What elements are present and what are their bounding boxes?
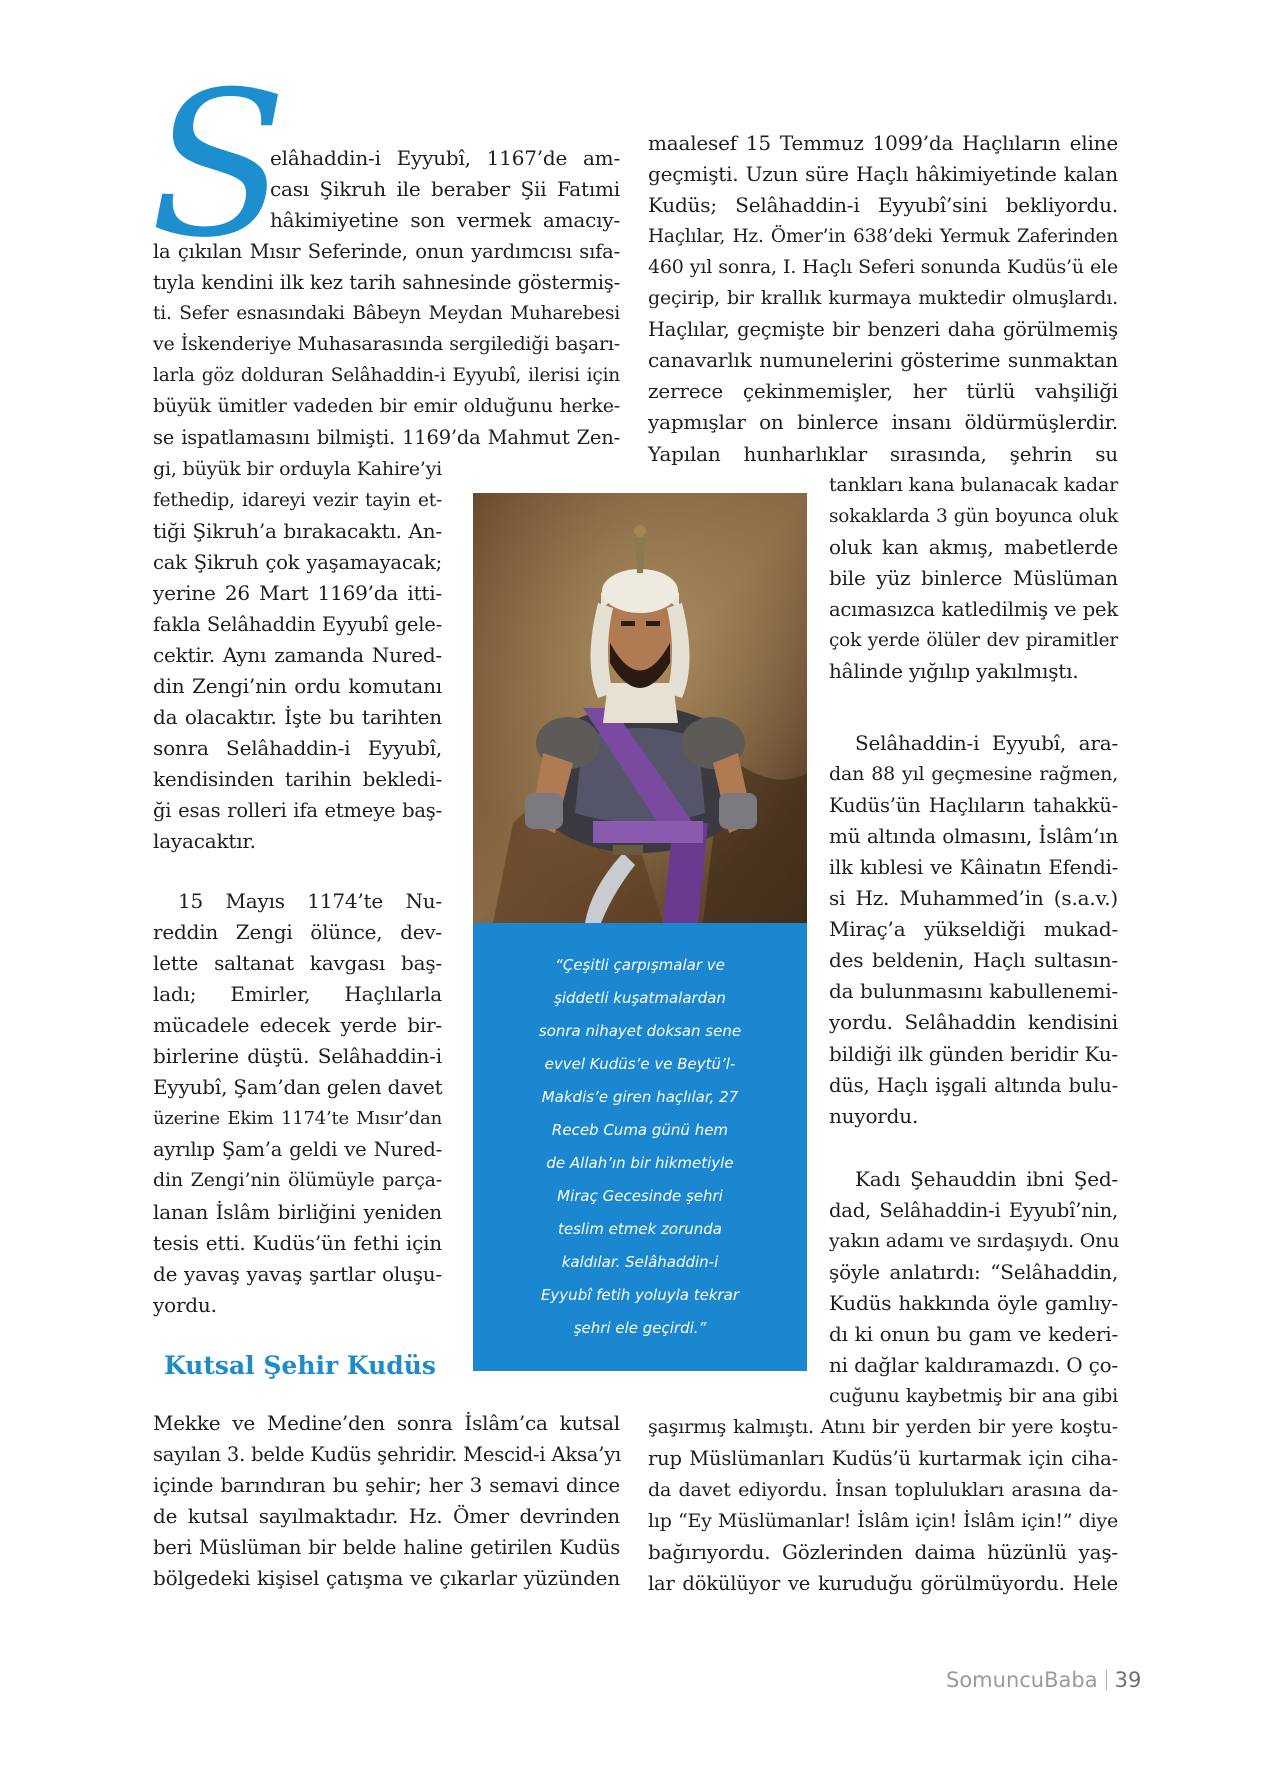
pull-quote <box>473 923 807 1371</box>
text-line: cası Şikruh ile beraber Şii Fatımi <box>270 177 620 201</box>
drop-cap: S <box>150 49 288 282</box>
text-line: Haçlılar, Hz. Ömer’in 638’deki Yermuk Zaferinden <box>648 226 1118 247</box>
pull-quote-line: şiddetli kuşatmalardan <box>554 989 726 1007</box>
text-line: fethedip, idareyi vezir tayin et- <box>153 490 442 511</box>
text-line: geçmişti. Uzun süre Haçlı hâkimiyetinde kalan <box>648 162 1118 186</box>
text-line: rup Müslümanları Kudüs’ü kurtarmak için ciha- <box>648 1447 1118 1470</box>
portrait-image <box>473 493 807 923</box>
text-line: yapmışlar on binlerce insanı öldürmüşlerdir. <box>648 410 1118 434</box>
brand-name-part-1: Somuncu <box>946 1668 1045 1692</box>
brand-name-part-2: Baba <box>1044 1668 1098 1692</box>
text-line: lette saltanat kavgası baş- <box>153 951 442 975</box>
text-line: Eyyubî, Şam’dan gelen davet <box>153 1075 443 1099</box>
text-line: Kudüs hakkında öyle gamlıy- <box>829 1291 1118 1315</box>
text-line: mü altında olmasını, İslâm’ın <box>829 824 1118 848</box>
text-line: din Zengi’nin ölümüyle parça- <box>153 1169 442 1191</box>
text-line: 15 Mayıs 1174’te Nu- <box>178 889 442 913</box>
text-line: ayrılıp Şam’a geldi ve Nured- <box>153 1138 442 1161</box>
text-line: tiği Şikruh’a bırakacaktı. An- <box>153 519 442 543</box>
pull-quote-line: evvel Kudüs’e ve Beytü’l- <box>544 1055 736 1073</box>
text-line: si Hz. Muhammed’in (s.a.v.) <box>829 886 1118 910</box>
warrior-illustration <box>473 493 807 923</box>
text-line: zerrece çekinmemişler, her türlü vahşiliği <box>648 379 1118 403</box>
pull-quote-line: sonra nihayet doksan sene <box>538 1022 742 1040</box>
text-line: şöyle anlatırdı: “Selâhaddin, <box>829 1260 1118 1284</box>
text-line: sayılan 3. belde Kudüs şehridir. Mescid-i Aksa’yı <box>153 1443 622 1466</box>
text-line: cektir. Aynı zamanda Nured- <box>153 643 442 667</box>
text-line: bağırıyordu. Gözlerinden daima hüzünlü yaş- <box>648 1540 1118 1564</box>
pull-quote-line: de Allah’ın bir hikmetiyle <box>546 1154 734 1172</box>
text-line: ladı; Emirler, Haçlılarla <box>153 982 442 1006</box>
pull-quote-line: “Çeşitli çarpışmalar ve <box>555 956 725 974</box>
text-line: ti. Sefer esnasındaki Bâbeyn Meydan Muharebesi <box>153 303 620 324</box>
text-line: sonra Selâhaddin-i Eyyubî, <box>153 736 442 760</box>
page-number: 39 <box>1114 1668 1142 1692</box>
text-line: yakın adamı ve sırdaşıydı. Onu <box>829 1230 1120 1252</box>
text-line: dan 88 yıl geçmesine rağmen, <box>829 763 1118 785</box>
text-line: Miraç’a yükseldiği mukad- <box>829 917 1118 941</box>
text-line: bildiği ilk günden beridir Ku- <box>829 1042 1118 1066</box>
text-line: nuyordu. <box>829 1104 919 1128</box>
text-line: da olacaktır. İşte bu tarihten <box>153 705 442 729</box>
text-line: cuğunu kaybetmiş bir ana gibi <box>829 1385 1118 1407</box>
text-line: tıyla kendini ilk kez tarih sahnesinde göstermiş- <box>153 271 620 294</box>
pull-quote-line: şehri ele geçirdi.” <box>573 1319 707 1337</box>
text-line: layacaktır. <box>153 829 256 853</box>
text-line: düs, Haçlı işgali altında bulu- <box>829 1074 1118 1097</box>
text-line: Selâhaddin-i Eyyubî, ara- <box>855 731 1118 755</box>
text-line: fakla Selâhaddin Eyyubî gele- <box>153 613 442 636</box>
text-line: tankları kana bulanacak kadar <box>829 474 1118 496</box>
text-line: üzerine Ekim 1174’te Mısır’dan <box>153 1108 442 1129</box>
text-line: Kudüs’ün Haçlıların tahakkü- <box>829 794 1118 817</box>
pull-quote-line: Makdis’e giren haçlılar, 27 <box>541 1088 739 1106</box>
text-line: Yapılan hunharlıklar sırasında, şehrin su <box>648 442 1118 466</box>
text-line: oluk kan akmış, mabetlerde <box>829 535 1118 559</box>
text-line: cak Şikruh çok yaşamayacak; <box>153 551 442 574</box>
page-footer <box>946 1665 1141 1695</box>
text-line: hâlinde yığılıp yakılmıştı. <box>829 659 1079 683</box>
pull-quote-line: Receb Cuma günü hem <box>551 1121 729 1139</box>
text-line: mücadele edecek yerde bir- <box>153 1013 442 1037</box>
text-line: içinde barındıran bu şehir; her 3 semavi dince <box>153 1473 620 1497</box>
text-line: geçirip, bir krallık kurmaya muktedir olmuşlardı. <box>648 287 1118 309</box>
text-line: reddin Zengi ölünce, dev- <box>153 920 442 944</box>
text-line: yordu. Selâhaddin kendisini <box>829 1010 1118 1034</box>
text-line: da bulunmasını kabullenemi- <box>829 979 1118 1003</box>
pull-quote-line: teslim etmek zorunda <box>558 1220 722 1238</box>
text-line: hâkimiyetine son vermek amacıy- <box>270 208 620 232</box>
text-line: şaşırmış kalmıştı. Atını bir yerden bir yere koştu- <box>648 1416 1118 1438</box>
text-line: elâhaddin-i Eyyubî, 1167’de am- <box>270 146 620 170</box>
text-line: bile yüz binlerce Müslüman <box>829 566 1118 590</box>
text-line: ilk kıblesi ve Kâinatın Efendi- <box>829 856 1118 879</box>
text-line: de kutsal sayılmaktadır. Hz. Ömer devrinden <box>153 1504 620 1528</box>
text-line: Haçlılar, geçmişte bir benzeri daha görülmemiş <box>648 318 1118 341</box>
text-line: beri Müslüman bir belde haline getirilen Kudüs <box>153 1536 620 1559</box>
text-line: canavarlık numunelerini gösterime sunmaktan <box>648 348 1118 372</box>
footer-divider <box>1106 1669 1107 1691</box>
text-line: büyük ümitler vadeden bir emir olduğunu herke- <box>153 395 620 417</box>
text-line: dı ki onun bu gam ve kederi- <box>829 1322 1118 1346</box>
text-line: tesis etti. Kudüs’ün fethi için <box>153 1231 442 1255</box>
text-line: çok yerde ölüler dev piramitler <box>829 630 1118 651</box>
pull-quote-line: kaldılar. Selâhaddin-i <box>561 1253 719 1271</box>
text-line: Kadı Şehauddin ibni Şed- <box>855 1167 1118 1191</box>
text-line: 460 yıl sonra, I. Haçlı Seferi sonunda Kudüs’ü ele <box>648 256 1118 278</box>
text-line: yordu. <box>153 1293 217 1317</box>
text-line: gi, büyük bir orduyla Kahire’yi <box>153 458 442 480</box>
text-line: ve İskenderiye Muhasarasında sergilediği başarı- <box>153 333 620 355</box>
pull-quote-line: Eyyubî fetih yoluyla tekrar <box>540 1286 740 1304</box>
text-line: ni dağlar kaldıramazdı. O ço- <box>829 1353 1118 1377</box>
text-line: Mekke ve Medine’den sonra İslâm’ca kutsal <box>153 1411 620 1435</box>
text-line: Kudüs; Selâhaddin-i Eyyubî’sini bekliyordu. <box>648 193 1118 217</box>
text-line: bölgedeki kişisel çatışma ve çıkarlar yüzünden <box>153 1566 620 1590</box>
text-line: des beldenin, Haçlı sultasın- <box>829 948 1118 972</box>
section-heading: Kutsal Şehir Kudüs <box>164 1351 436 1380</box>
text-line: lanan İslâm birliğini yeniden <box>153 1200 442 1224</box>
text-line: yerine 26 Mart 1169’da itti- <box>153 581 442 605</box>
text-line: se ispatlamasını bilmişti. 1169’da Mahmut Zen- <box>153 426 620 449</box>
text-line: ği esas rolleri ifa etmeye baş- <box>153 799 442 822</box>
text-line: acımasızca katledilmiş ve pek <box>829 598 1118 621</box>
text-line: kendisinden tarihin bekledi- <box>153 767 442 791</box>
text-line: larla göz dolduran Selâhaddin-i Eyyubî, ilerisi için <box>153 365 620 386</box>
text-line: da davet ediyordu. İnsan toplulukları arasına da- <box>648 1479 1118 1501</box>
text-line: din Zengi’nin ordu komutanı <box>153 674 442 698</box>
text-line: lıp “Ey Müslümanlar! İslâm için! İslâm için!” diye <box>648 1510 1118 1532</box>
text-line: la çıkılan Mısır Seferinde, onun yardımcısı sıfa- <box>153 240 620 263</box>
text-line: de yavaş yavaş şartlar oluşu- <box>153 1262 442 1286</box>
text-line: sokaklarda 3 gün boyunca oluk <box>829 506 1118 527</box>
text-line: birlerine düştü. Selâhaddin-i <box>153 1044 442 1068</box>
pull-quote-line: Miraç Gecesinde şehri <box>557 1187 723 1205</box>
text-line: dad, Selâhaddin-i Eyyubî’nin, <box>829 1199 1118 1222</box>
text-line: lar dökülüyor ve kuruduğu görülmüyordu. Hele <box>648 1572 1118 1595</box>
text-line: maalesef 15 Temmuz 1099’da Haçlıların eline <box>648 131 1118 155</box>
